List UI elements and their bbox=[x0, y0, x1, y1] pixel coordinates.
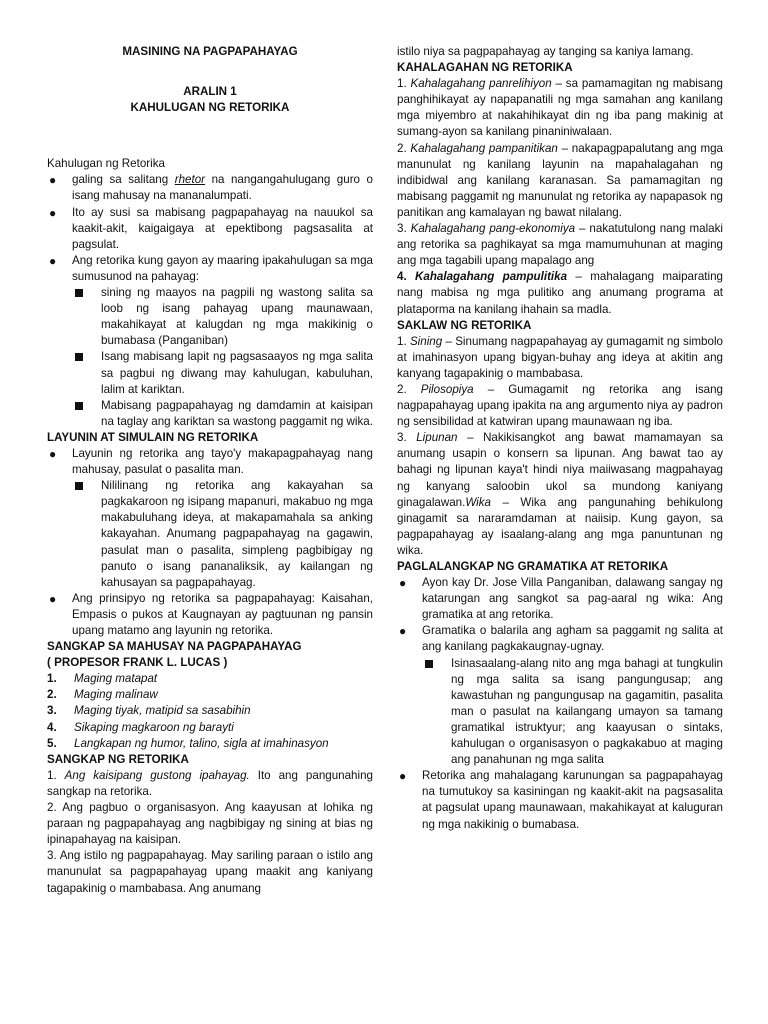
saklaw-heading: SAKLAW NG RETORIKA bbox=[397, 318, 532, 332]
kahulugan-subitem: Isang mabisang lapit ng pagsasaayos ng mga salita sa pagbui ng diwang may kahulugan, kabuluhan, lalim at kariktan. bbox=[47, 349, 373, 397]
square-bullet-icon bbox=[75, 353, 83, 361]
kahulugan-heading: Kahulugan ng Retorika bbox=[47, 157, 165, 171]
bullet-icon: ● bbox=[49, 253, 57, 268]
paglalangkap-heading: PAGLALANGKAP NG GRAMATIKA AT RETORIKA bbox=[397, 560, 669, 573]
sangkap-item: 2. Maging malinaw bbox=[47, 688, 158, 702]
bullet-icon: ● bbox=[399, 769, 407, 784]
square-bullet-icon bbox=[425, 660, 433, 668]
kahulugan-bullet-3: ● Ang retorika kung gayon ay maaring ipakahulugan sa mga sumusunod na pahayag: bbox=[49, 253, 373, 283]
square-bullet-icon bbox=[75, 482, 83, 490]
rhetor-term: rhetor bbox=[174, 173, 206, 187]
continued-text: istilo niya sa pagpapahayag ay tanging sa kaniya lamang. bbox=[397, 45, 694, 58]
bullet-icon: ● bbox=[49, 591, 57, 606]
saklaw-item-1: 1. Sining – Sinumang nagpapahayag ay gumagamit ng simbolo at imahinasyon upang bigyan-buhay ang ideya at akitin ang kanyang tagapakinig o mambabasa. bbox=[397, 334, 723, 380]
kahalagahan-item-2: 2. Kahalagahang pampanitikan – nakapagpapalutang ang mga manunulat ng kanilang layunin na mapahalagahan ng indibidwal ang kanilang karanasan. Sa pamamagitan ng mabisang paggamit ng manunulat ng retorika ay napapasok ng panitikan ang kamalayan ng bawat nilalang. bbox=[397, 141, 723, 219]
kahulugan-subitem: sining ng maayos na pagpili ng wastong salita sa loob ng isang pahayag upang maunawaan, makahikayat at kalugdan ng mga makikinig o bumabasa (Panganiban) bbox=[47, 285, 373, 349]
retorika-sangkap-heading: SANGKAP NG RETORIKA bbox=[47, 752, 189, 766]
kahulugan-subitem: Mabisang pagpapahayag ng damdamin at kaisipan na taglay ang kariktan sa wastong paggamit ng wika. bbox=[47, 398, 373, 430]
bullet-icon: ● bbox=[49, 173, 57, 188]
saklaw-item-3: 3. Lipunan – Nakikisangkot ang bawat mamamayan sa anumang usapin o konsern sa lipunan. Ang bawat tao ay bahagi ng lipunan kaya't hindi niya maiiwasang magpahayag ng kanyang saloobin ukol sa mundong kaniyang ginagalawan.Wika – Wika ang pangunahing behikulong ginagamit sa nararamdaman at naiisip. Kung gayon, sa pagpapahayag ay isaalang-alang ang mga panuntunan ng wika. bbox=[397, 431, 723, 557]
layunin-heading: LAYUNIN AT SIMULAIN NG RETORIKA bbox=[47, 430, 259, 444]
left-column bbox=[47, 44, 373, 897]
lesson-number: ARALIN 1 bbox=[183, 85, 237, 99]
layunin-subitem: Nililinang ng retorika ang kakayahan sa pagkakaroon ng isipang mapanuri, makabuo ng mga makabuluhang ideya, at makapamahala sa anking kakayahan. Anumang pagpapahayag na gagawin, pasulat man o pasalita, simpleng pagbibigay ng panuto o isang pananaliksik, ay kailangan ng kahusayan sa pagpapahayag. bbox=[47, 478, 373, 591]
sangkap-author: ( PROPESOR FRANK L. LUCAS ) bbox=[47, 656, 228, 670]
kahalagahan-item-1: 1. Kahalagahang panrelihiyon – sa pamamagitan ng mabisang panghihikayat ay napapanatili ng mga samahan ang kanilang mga miyembro at nakahihikayat din ng iba pang makinig at sumang-ayon sa kanilang pinaniniwalaan. bbox=[397, 77, 723, 139]
layunin-bullet-2: ● Ang prinsipyo ng retorika sa pagpapahayag: Kaisahan, Empasis o pukos at Kaugnayan ay pagtuunan ng pansin upang matamo ang layunin ng retorika. bbox=[49, 591, 373, 637]
paglalangkap-bullet-2: ● Gramatika o balarila ang agham sa paggamit ng salita at ang kanilang pagkakaugnay-ugnay. bbox=[399, 624, 723, 654]
retorika-sangkap-3: 3. Ang istilo ng pagpapahayag. May sariling paraan o istilo ang manunulat sa pagpapahayag upang maakit ang kaniyang tagapakinig o mambabasa. Ang anumang bbox=[47, 849, 373, 895]
right-column bbox=[397, 44, 723, 833]
paglalangkap-bullet-3: ● Retorika ang mahalagang karunungan sa pagpapahayag na tumutukoy sa kasiningan ng kaakit-akit na pagsasalita at pagsulat upang maunawaan, makahikayat at kaluguran ng mga nakikinig o bumabasa. bbox=[399, 769, 723, 831]
bullet-icon: ● bbox=[49, 446, 57, 461]
bullet-icon: ● bbox=[399, 576, 407, 591]
sangkap-item: 5. Langkapan ng humor, talino, sigla at imahinasyon bbox=[47, 736, 329, 750]
kahulugan-bullet-2: ● Ito ay susi sa mabisang pagpapahayag na nauukol sa kaakit-akit, kaigaigaya at epektibong pagsasalita at pagsulat. bbox=[49, 205, 373, 251]
kahalagahan-item-4: 4. Kahalagahang pampulitika – mahalagang maiparating nang mabisa ng mga pulitiko ang anumang programa at plataporma na kanilang ihahain sa madla. bbox=[397, 270, 723, 316]
sangkap-item: 4. Sikaping magkaroon ng barayti bbox=[47, 720, 234, 734]
document-title: MASINING NA PAGPAPAHAYAG bbox=[122, 45, 298, 58]
kahalagahan-heading: KAHALAGAHAN NG RETORIKA bbox=[397, 61, 573, 75]
layunin-bullet-1: ● Layunin ng retorika ang tayo'y makapagpahayag nang mahusay, pasulat o pasalita man. bbox=[49, 446, 373, 477]
bullet-icon: ● bbox=[49, 205, 57, 220]
bullet-icon: ● bbox=[399, 624, 407, 639]
square-bullet-icon bbox=[75, 289, 83, 297]
sangkap-item: 1. Maging matapat bbox=[47, 672, 158, 686]
kahulugan-bullet-1: ● galing sa salitang rhetor na nangangahulugang guro o isang mahusay na mananalumpati. bbox=[49, 173, 373, 203]
sangkap-item: 3. Maging tiyak, matipid sa sasabihin bbox=[47, 704, 251, 718]
paglalangkap-subitem: Isinasaalang-alang nito ang mga bahagi at tungkulin ng mga salita sa isang pangungusap; ang kawastuhan ng pangungusap na gagamitin, pasalita man o pasulat na kailangang umayon sa tamang gramatikal istruktyur; ang kaayusan o sintaks, kahulugan o organisasyon o pagkakabuo at maging ang panahunan ng mga salita bbox=[397, 656, 723, 769]
kahalagahan-item-3: 3. Kahalagahang pang-ekonomiya – nakatutulong nang malaki ang retorika sa paghikayat sa mga mamumuhunan at maging ang mga tagabili upang mapalago ang bbox=[397, 222, 723, 268]
sangkap-heading: SANGKAP SA MAHUSAY NA PAGPAPAHAYAG bbox=[47, 640, 302, 654]
retorika-sangkap-2: 2. Ang pagbuo o organisasyon. Ang kaayusan at lohika ng paraan ng pagpapahayag ang nagbibigay ng sining at bias ng ipinapahayag na kaisipan. bbox=[47, 801, 373, 847]
retorika-sangkap-1: 1. Ang kaisipang gustong ipahayag. Ito ang pangunahing sangkap na retorika. bbox=[47, 768, 373, 798]
paglalangkap-bullet-1: ● Ayon kay Dr. Jose Villa Panganiban, dalawang sangay ng katarungan ang sangkot sa pag-aaral ng wika: Ang gramatika at ang retorika. bbox=[399, 576, 723, 622]
square-bullet-icon bbox=[75, 402, 83, 410]
lesson-title: KAHULUGAN NG RETORIKA bbox=[130, 101, 290, 115]
saklaw-item-2: 2. Pilosopiya – Gumagamit ng retorika ang isang nagpapahayag upang ipakita na ang argumento niya ay padron ng sensibilidad at katwiran upang maunawaan ng iba. bbox=[397, 382, 723, 429]
